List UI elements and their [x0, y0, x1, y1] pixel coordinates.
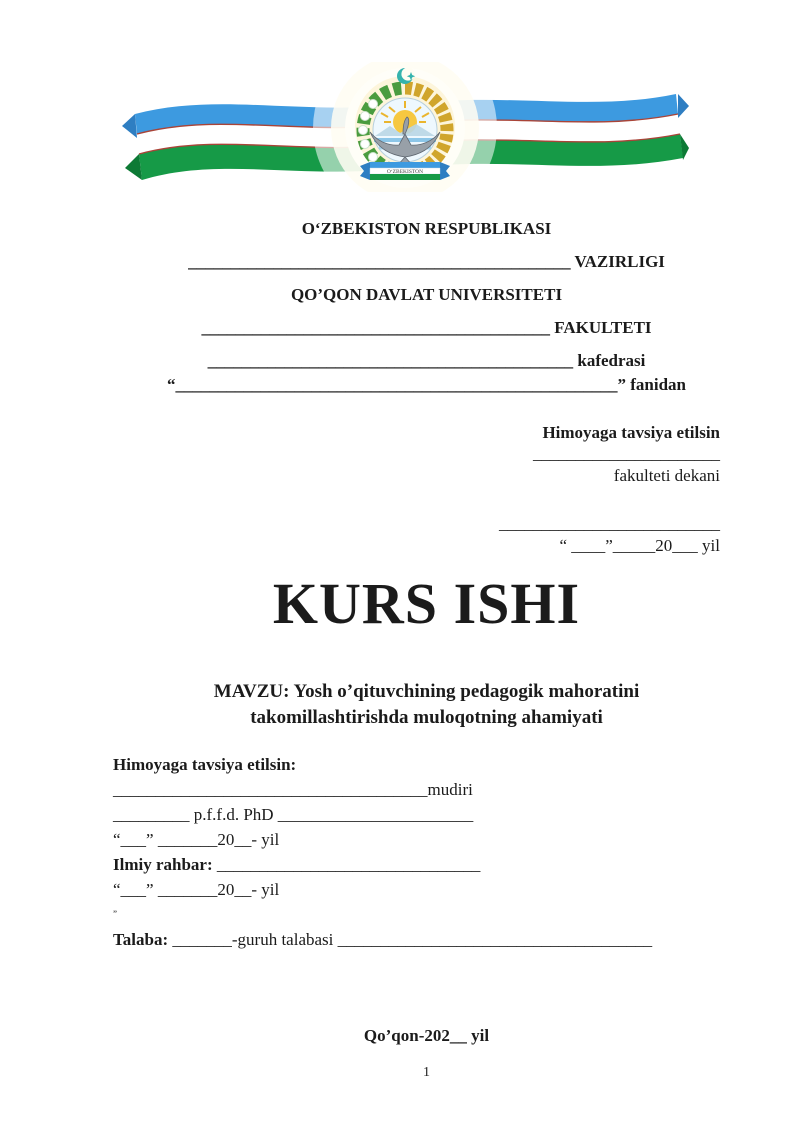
flag-fold-right-blue	[678, 94, 689, 118]
emblem-banner	[360, 162, 450, 180]
ministry-line	[113, 251, 740, 272]
page-number: 1	[423, 1065, 430, 1080]
dean-date-text: “ ____”_____20___ yil	[559, 536, 720, 555]
dean-label: fakulteti dekani	[613, 466, 720, 485]
dean-date-field[interactable]: __________________________	[499, 514, 720, 533]
topic-title	[113, 679, 740, 731]
mudiri-blank-field[interactable]: _____________________________________	[113, 780, 428, 799]
faculty-blank-field[interactable]: _________________________________________	[201, 318, 550, 337]
student-name-field[interactable]: _____________________________________	[337, 930, 653, 949]
flag-fold-left-green	[125, 154, 142, 180]
mudiri-line	[113, 777, 740, 802]
dean-approval-title: Himoyaga tavsiya etilsin	[542, 423, 720, 442]
main-title: KURS ISHI	[272, 571, 581, 636]
date-line-2[interactable]: “___” _______20__- yil	[113, 880, 280, 899]
student-label: Talaba:	[113, 930, 169, 949]
republic-title: O‘ZBEKISTON RESPUBLIKASI	[301, 219, 552, 238]
stray-quote-mark: ”	[113, 909, 117, 919]
subject-label: ” fanidan	[617, 375, 686, 394]
phd-line[interactable]: _________ p.f.f.d. PhD _______________________	[113, 805, 474, 824]
dean-approval-block	[113, 422, 740, 557]
department-blank-field[interactable]: ___________________________________________	[207, 351, 574, 370]
topic-line-2: takomillashtirishda muloqotning ahamiyati	[250, 707, 603, 728]
flag-fold-left-blue	[122, 114, 137, 138]
supervisor-label: Ilmiy rahbar:	[113, 855, 213, 874]
date-line-1[interactable]: “___” _______20__- yil	[113, 830, 280, 849]
dean-signature-field[interactable]: ______________________	[533, 444, 720, 463]
city-year-line: Qo’qon-202__ yil	[363, 1026, 490, 1045]
subject-open-quote: “	[167, 375, 176, 394]
faculty-label: FAKULTETI	[554, 318, 652, 337]
emblem-banner-text: O‘ZBEKISTON	[386, 169, 424, 175]
department-label: kafedrasi	[577, 351, 646, 370]
student-group-field[interactable]: _______-guruh talabasi	[172, 930, 334, 949]
ministry-blank-field[interactable]: _____________________________________________	[188, 252, 571, 271]
department-line	[113, 350, 740, 371]
mudiri-label: mudiri	[427, 780, 473, 799]
topic-line-1: MAVZU: Yosh o’qituvchining pedagogik mahoratini	[213, 681, 640, 702]
university-title: QO’QON DAVLAT UNIVERSITETI	[290, 285, 563, 304]
flag-emblem-graphic	[120, 62, 690, 192]
subject-line	[113, 374, 740, 395]
spacer	[113, 487, 720, 513]
left-approval-title: Himoyaga tavsiya etilsin:	[113, 755, 297, 774]
supervisor-line	[113, 852, 740, 877]
faculty-line	[113, 317, 740, 338]
supervisor-blank-field[interactable]: _______________________________	[216, 855, 481, 874]
ministry-label: VAZIRLIGI	[574, 252, 665, 271]
uzbekistan-flag-emblem	[120, 62, 690, 192]
supervisor-approval-block	[113, 752, 740, 952]
student-line	[113, 927, 740, 952]
subject-blank-field[interactable]: ____________________________________________________	[175, 375, 618, 394]
